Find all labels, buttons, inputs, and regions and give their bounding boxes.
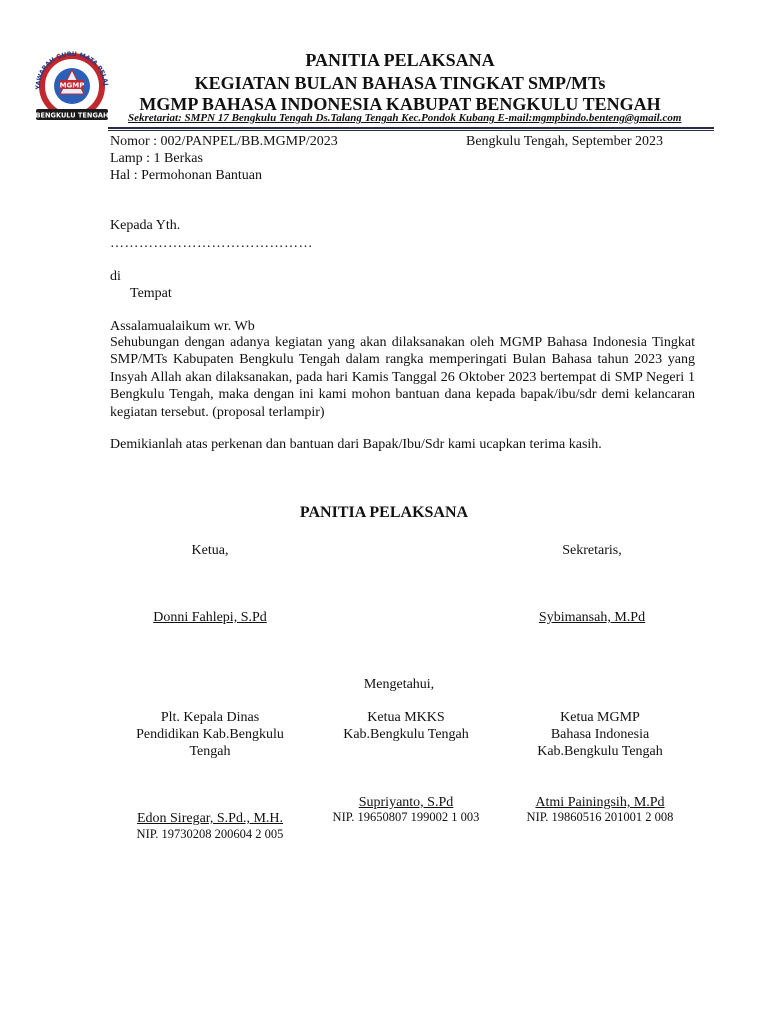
mgmp-role-line-1: Ketua MGMP: [560, 710, 640, 725]
mgmp-role-line-2: Bahasa Indonesia: [550, 727, 650, 742]
logo-banner-text: BENGKULU TENGAH: [35, 111, 109, 120]
letterhead-line-3: MGMP BAHASA INDONESIA KABUPAT BENGKULU TENGAH: [139, 94, 661, 114]
mgmp-logo: [30, 42, 114, 126]
kadis-role-line-2: Pendidikan Kab.Bengkulu: [136, 727, 284, 742]
ketua-role: Ketua,: [191, 543, 229, 558]
kadis-role: [110, 709, 310, 760]
greeting: Assalamualaikum wr. Wb: [110, 319, 255, 334]
mkks-role: [320, 709, 492, 743]
mgmp-role-line-3: Kab.Bengkulu Tengah: [537, 744, 663, 759]
acknowledged-label: Mengetahui,: [363, 677, 435, 692]
mgmp-emblem-icon: [30, 42, 114, 126]
recipient-place: Tempat: [130, 286, 172, 301]
mkks-role-line-2: Kab.Bengkulu Tengah: [343, 727, 469, 742]
sekretaris-name: Sybimansah, M.Pd: [538, 610, 646, 625]
mkks-nip: NIP. 19650807 199002 1 003: [332, 810, 480, 824]
place-date: Bengkulu Tengah, September 2023: [466, 134, 664, 149]
kadis-nip: NIP. 19730208 200604 2 005: [136, 827, 284, 841]
letter-number: Nomor : 002/PANPEL/BB.MGMP/2023: [110, 134, 338, 149]
committee-title: PANITIA PELAKSANA: [299, 504, 469, 521]
closing-sentence: Demikianlah atas perkenan dan bantuan dari Bapak/Ibu/Sdr kami ucapkan terima kasih.: [110, 437, 602, 452]
recipient-dots: ……………………………………: [110, 236, 313, 251]
kadis-role-line-3: Tengah: [189, 744, 231, 759]
body-paragraph: Sehubungan dengan adanya kegiatan yang akan dilaksanakan oleh MGMP Bahasa Indonesia Tingkat SMP/MTs Kabupaten Bengkulu Tengah dalam rangka memperingati Bulan Bahasa tahun 2023 yang Insyah Allah akan dilaksanakan, pada hari Kamis Tanggal 26 Oktober 2023 bertempat di SMP Negeri 1 Bengkulu Tengah, maka dengan ini kami mohon bantuan dana kepada bapak/ibu/sdr demi kelancaran kegiatan tersebut. (proposal terlampir): [110, 335, 695, 420]
kadis-role-line-1: Plt. Kepala Dinas: [160, 710, 260, 725]
sekretaris-role: Sekretaris,: [562, 543, 622, 558]
recipient-salutation: Kepada Yth.: [110, 218, 181, 233]
mgmp-role: [510, 709, 690, 760]
logo-arc-text: YAWARAH GURU MATA PELAJ: [34, 50, 109, 90]
secretariat-address: Sekretariat: SMPN 17 Bengkulu Tengah Ds.Talang Tengah Kec.Pondok Kubang E-mail:mgmpbindo.benteng@gmail.com: [128, 112, 682, 124]
attachment-line: Lamp : 1 Berkas: [110, 151, 203, 166]
mgmp-name: Atmi Painingsih, M.Pd: [535, 795, 665, 810]
mkks-role-line-1: Ketua MKKS: [367, 710, 445, 725]
letterhead-line-2: KEGIATAN BULAN BAHASA TINGKAT SMP/MTs: [194, 73, 606, 93]
logo-center-text: MGMP: [59, 81, 85, 90]
ketua-name: Donni Fahlepi, S.Pd: [153, 610, 267, 625]
letterhead-rule-thick: [108, 127, 714, 129]
mgmp-nip: NIP. 19860516 201001 2 008: [526, 810, 674, 824]
subject-line: Hal : Permohonan Bantuan: [110, 168, 263, 183]
mkks-name: Supriyanto, S.Pd: [358, 795, 454, 810]
kadis-name: Edon Siregar, S.Pd., M.H.: [136, 811, 284, 826]
letterhead-line-1: PANITIA PELAKSANA: [305, 50, 495, 70]
recipient-di: di: [110, 269, 121, 284]
letterhead-rule-thin: [108, 130, 714, 131]
